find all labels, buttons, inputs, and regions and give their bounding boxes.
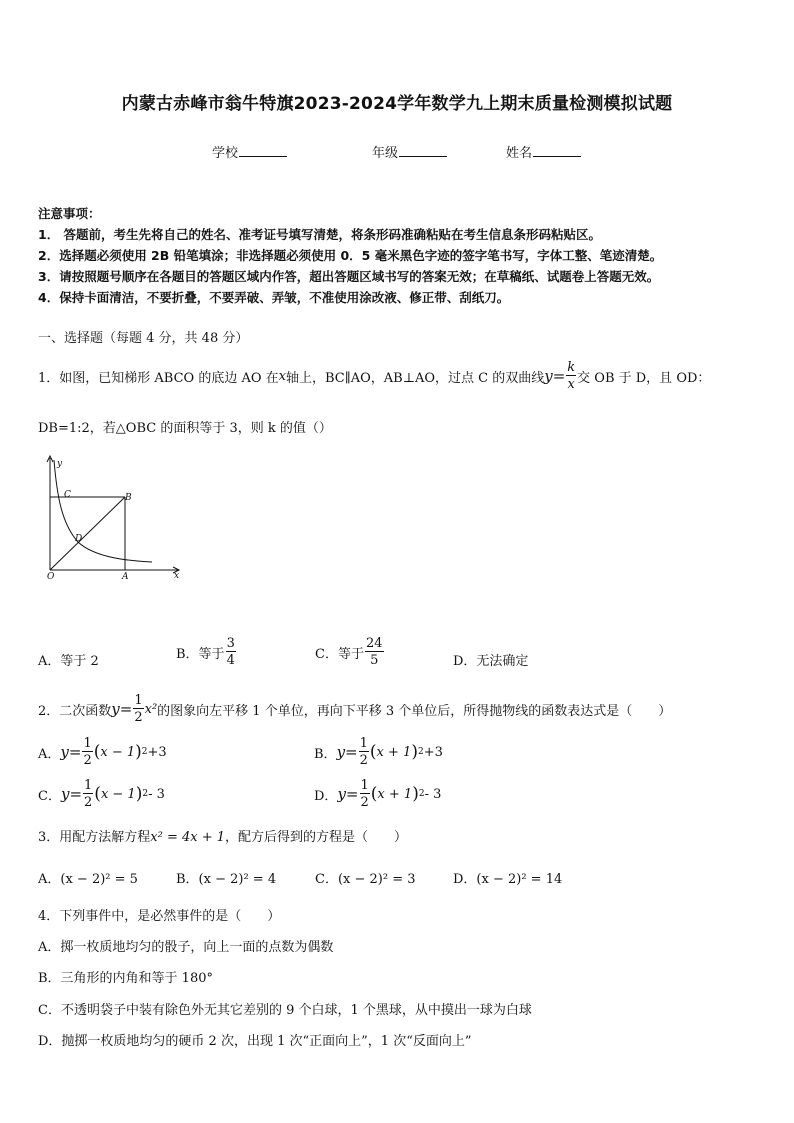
grade-field[interactable] [372,142,447,161]
name-field[interactable] [506,142,581,161]
q3-option-c[interactable]: C．(x − 2)² = 3 [315,872,416,887]
q2-option-c[interactable]: C． y = $\frac{1}{2}$ ( x − 1 ) 2 - 3 [38,778,165,810]
q4-option-d[interactable]: D．抛掷一枚质地均匀的硬币 2 次，出现 1 次“正面向上”，1 次“反面向上” [38,1034,472,1049]
name-label: 姓名 [506,146,533,161]
label-a: A [122,572,129,582]
notes-heading: 注意事项： [38,206,101,221]
q3-option-b[interactable]: B．(x − 2)² = 4 [176,872,277,887]
trapezoid-hyperbola-figure [40,452,190,587]
question-1-line1: 1．如图，已知梯形 ABCO 的底边 AO 在 x 轴上，BC∥AO，AB⊥AO，过点 C 的双曲线 y = $\frac{k}{x}$ 交 OB 于 D，且 OD： [38,360,711,392]
q3-option-a[interactable]: A．(x − 2)² = 5 [38,872,138,887]
label-y: y [57,459,63,469]
q3-option-d[interactable]: D．(x − 2)² = 14 [453,872,563,887]
label-b: B [125,493,132,503]
hyperbola-curve [54,460,152,562]
question-1-line2: DB=1:2，若△OBC 的面积等于 3，则 k 的值（） [38,421,332,436]
label-o: O [47,572,55,582]
q1-option-a[interactable]: A．等于 2 [38,654,99,669]
q2-option-b[interactable]: B． y = $\frac{1}{2}$ ( x + 1 ) 2 +3 [314,736,443,768]
q2-option-a[interactable]: A． y = $\frac{1}{2}$ ( x − 1 ) 2 +3 [38,736,167,768]
note-item: 3．请按照题号顺序在各题目的答题区域内作答，超出答题区域书写的答案无效；在草稿纸、试题卷上答题无效。 [38,269,660,284]
q4-option-c[interactable]: C．不透明袋子中装有除色外无其它差别的 9 个白球，1 个黑球，从中摸出一球为白球 [38,1003,532,1018]
note-item: 2．选择题必须使用 2B 铅笔填涂；非选择题必须使用 0．5 毫米黑色字迹的签字笔书写，字体工整、笔迹清楚。 [38,248,663,263]
question-3-stem: 3．用配方法解方程x² = 4x + 1，配方后得到的方程是（ ） [38,830,408,845]
q2-option-d[interactable]: D． y = $\frac{1}{2}$ ( x + 1 ) 2 - 3 [314,778,442,810]
label-x: x [174,571,180,581]
section-heading: 一、选择题（每题 4 分，共 48 分） [38,331,249,346]
q1-option-b[interactable]: B．等于 $\frac{3}{4}$ [176,636,235,668]
q1-option-c[interactable]: C．等于 $\frac{24}{5}$ [315,636,383,668]
grade-label: 年级 [372,146,399,161]
label-c: C [64,490,71,500]
question-2-stem: 2．二次函数 y = $\frac{1}{2}$ x² 的图象向左平移 1 个单位，再向下平移 3 个单位后，所得抛物线的函数表达式是（ ） [38,693,672,725]
note-item: 4．保持卡面清洁，不要折叠，不要弄破、弄皱，不准使用涂改液、修正带、刮纸刀。 [38,290,510,305]
school-field[interactable] [212,142,287,161]
label-d: D [75,534,83,544]
q4-option-b[interactable]: B．三角形的内角和等于 180° [38,971,213,986]
q1-option-d[interactable]: D．无法确定 [453,654,529,669]
school-label: 学校 [212,146,239,161]
fraction-k-over-x: $\frac{k}{x}$ [567,360,576,392]
note-item: 1． 答题前，考生先将自己的姓名、准考证号填写清楚，将条形码准确粘贴在考生信息条形码粘贴区。 [38,227,602,242]
question-4-stem: 4．下列事件中，是必然事件的是（ ） [38,909,281,924]
page-title: 内蒙古赤峰市翁牛特旗2023-2024学年数学九上期末质量检测模拟试题 [121,94,673,114]
q4-option-a[interactable]: A．掷一枚质地均匀的骰子，向上一面的点数为偶数 [38,940,334,955]
